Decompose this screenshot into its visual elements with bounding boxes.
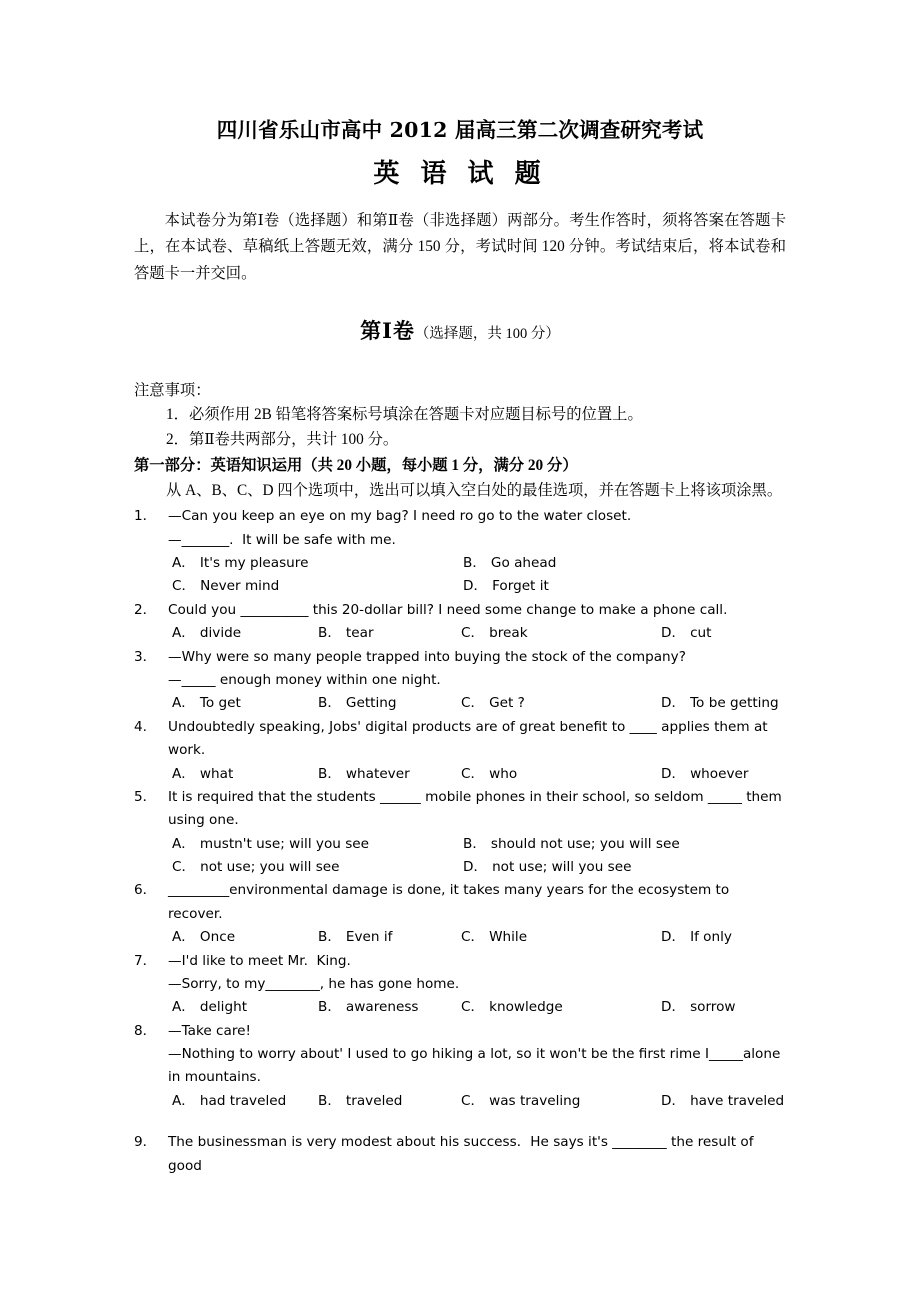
option-label: D． — [661, 929, 686, 946]
answer-option[interactable] — [461, 1090, 580, 1113]
option-text: knowledge — [489, 999, 563, 1016]
answer-option[interactable] — [318, 926, 392, 949]
option-row — [134, 996, 786, 1019]
question-text-continued: —Nothing to worry about' I used to go hiking a lot, so it won't be the first rime I_____alone — [168, 1046, 781, 1063]
answer-option[interactable] — [318, 1090, 402, 1113]
section-heading-main: 第Ⅰ卷 — [360, 318, 415, 344]
option-text: cut — [690, 625, 712, 642]
answer-option[interactable] — [661, 926, 732, 949]
option-label: B． — [318, 625, 341, 642]
question-text: —Why were so many people trapped into buying the stock of the company? — [168, 648, 686, 665]
option-text: have traveled — [690, 1092, 785, 1109]
option-label: C． — [461, 929, 485, 946]
question-text-continued: —Sorry, to my________, he has gone home. — [168, 975, 460, 992]
note-item-2: 2．第Ⅱ卷共两部分，共计 100 分。 — [166, 431, 399, 449]
option-label: D． — [661, 999, 686, 1016]
option-label: C． — [461, 1092, 485, 1109]
option-label: D． — [661, 695, 686, 712]
option-label: C． — [461, 765, 485, 782]
question-text: _________environmental damage is done, it takes many years for the ecosystem to — [168, 882, 730, 899]
option-label: B． — [463, 555, 486, 572]
question-item — [134, 646, 786, 716]
option-label: A． — [172, 929, 195, 946]
answer-option[interactable] — [172, 763, 233, 786]
question-text: It is required that the students ______ mobile phones in their school, so seldom _____ them — [168, 788, 782, 805]
answer-option[interactable] — [661, 996, 736, 1019]
question-item — [134, 879, 786, 949]
option-text: Even if — [345, 929, 393, 946]
answer-option[interactable] — [172, 833, 369, 856]
answer-option[interactable] — [318, 996, 419, 1019]
answer-option[interactable] — [463, 833, 680, 856]
answer-option[interactable] — [318, 622, 374, 645]
question-text-continued: —_____ enough money within one night. — [168, 672, 441, 689]
option-text: If only — [690, 929, 732, 946]
answer-option[interactable] — [172, 622, 241, 645]
option-label: A． — [172, 555, 195, 572]
section-heading-note: （选择题，共 100 分） — [414, 326, 560, 343]
option-row — [134, 552, 786, 575]
question-number: 1． — [134, 508, 157, 525]
option-text: Go ahead — [490, 555, 557, 572]
option-row — [134, 926, 786, 949]
answer-option[interactable] — [461, 622, 528, 645]
option-row — [134, 1090, 786, 1113]
option-row — [134, 575, 786, 598]
option-label: C． — [461, 999, 485, 1016]
section-heading — [134, 317, 786, 345]
option-text: awareness — [345, 999, 419, 1016]
option-text: whoever — [690, 765, 749, 782]
option-label: D． — [661, 765, 686, 782]
option-text: not use; will you see — [492, 859, 632, 876]
option-label: D． — [661, 1092, 686, 1109]
option-text: break — [489, 625, 528, 642]
option-label: B． — [318, 695, 341, 712]
option-label: B． — [318, 999, 341, 1016]
exam-instructions: 本试卷分为第Ⅰ卷（选择题）和第Ⅱ卷（非选择题）两部分。考生作答时，须将答案在答题卡上，在本试卷、草稿纸上答题无效，满分 150 分，考试时间 120 分钟。考试结束后，将本试卷和答题卡一并交回。 — [134, 212, 786, 282]
option-label: C． — [172, 859, 196, 876]
option-label: A． — [172, 695, 195, 712]
option-label: A． — [172, 625, 195, 642]
option-text: not use; you will see — [200, 859, 340, 876]
option-row — [134, 763, 786, 786]
question-number: 9． — [134, 1134, 157, 1151]
question-text: Could you __________ this 20-dollar bill? I need some change to make a phone call. — [168, 601, 728, 618]
question-list — [134, 505, 786, 1178]
option-text: It's my pleasure — [199, 555, 309, 572]
question-text-continued: —_______. It will be safe with me. — [168, 531, 396, 548]
option-label: A． — [172, 999, 195, 1016]
note-item-1: 1．必须作用 2B 铅笔将答案标号填涂在答题卡对应题目标号的位置上。 — [166, 406, 643, 424]
option-label: D． — [463, 578, 488, 595]
option-row — [134, 856, 786, 879]
option-label: D． — [463, 859, 488, 876]
question-number: 5． — [134, 788, 157, 805]
answer-option[interactable] — [172, 926, 235, 949]
option-text: To get — [199, 695, 241, 712]
part-one-heading: 第一部分：英语知识运用（共 20 小题，每小题 1 分，满分 20 分） — [134, 456, 578, 474]
question-item — [134, 505, 786, 599]
option-text: whatever — [345, 765, 410, 782]
answer-option[interactable] — [172, 996, 247, 1019]
option-text: While — [489, 929, 528, 946]
question-number: 8． — [134, 1022, 157, 1039]
answer-option[interactable] — [661, 1090, 784, 1113]
option-text: mustn't use; will you see — [199, 835, 370, 852]
question-item — [134, 950, 786, 1020]
answer-option[interactable] — [461, 996, 563, 1019]
option-text: tear — [345, 625, 374, 642]
notes-title: 注意事项： — [134, 381, 211, 399]
option-text: Never mind — [200, 578, 280, 595]
answer-option[interactable] — [318, 763, 410, 786]
question-item — [134, 1020, 786, 1114]
answer-option[interactable] — [172, 575, 279, 598]
question-text: —Take care! — [168, 1022, 251, 1039]
question-text-continued: using one. — [168, 812, 239, 829]
answer-option[interactable] — [318, 692, 397, 715]
option-label: D． — [661, 625, 686, 642]
answer-option[interactable] — [461, 763, 517, 786]
answer-option[interactable] — [661, 692, 779, 715]
answer-option[interactable] — [172, 692, 241, 715]
answer-option[interactable] — [461, 692, 525, 715]
question-number: 4. — [134, 718, 147, 735]
question-item — [134, 599, 786, 646]
option-text: sorrow — [690, 999, 736, 1016]
question-text: —I'd like to meet Mr. King. — [168, 952, 351, 969]
question-item — [134, 1113, 786, 1178]
option-label: A． — [172, 835, 195, 852]
answer-option[interactable] — [463, 552, 556, 575]
question-item — [134, 716, 786, 786]
option-label: B． — [318, 1092, 341, 1109]
option-row — [134, 692, 786, 715]
answer-option[interactable] — [172, 552, 308, 575]
question-text: —Can you keep an eye on my bag? I need ro go to the water closet. — [168, 508, 632, 525]
option-text: who — [489, 765, 518, 782]
option-text: Forget it — [492, 578, 549, 595]
option-label: C． — [461, 695, 485, 712]
option-text: had traveled — [199, 1092, 287, 1109]
option-row — [134, 833, 786, 856]
answer-option[interactable] — [172, 856, 340, 879]
question-text: The businessman is very modest about his success．He says it's ________ the result of good — [168, 1134, 758, 1174]
answer-option[interactable] — [461, 926, 527, 949]
option-label: B． — [318, 929, 341, 946]
option-text: delight — [199, 999, 248, 1016]
option-text: Once — [199, 929, 236, 946]
question-number: 6． — [134, 882, 157, 899]
spacer — [134, 1113, 786, 1131]
question-text-continued: recover. — [168, 905, 223, 922]
question-item — [134, 786, 786, 880]
page-title: 四川省乐山市高中 2012 届高三第二次调查研究考试 — [216, 118, 704, 142]
option-text: was traveling — [489, 1092, 581, 1109]
answer-option[interactable] — [463, 575, 549, 598]
question-number: 7． — [134, 952, 157, 969]
option-label: A． — [172, 1092, 195, 1109]
question-number: 2． — [134, 601, 157, 618]
page-content — [134, 0, 786, 1178]
option-label: A． — [172, 765, 195, 782]
question-text: Undoubtedly speaking, Jobs' digital products are of great benefit to ____ applies them at work. — [168, 718, 772, 759]
option-label: B． — [463, 835, 486, 852]
option-text: divide — [199, 625, 242, 642]
option-label: C． — [461, 625, 485, 642]
option-text: should not use; you will see — [490, 835, 680, 852]
question-text-continued: in mountains. — [168, 1069, 261, 1086]
option-text: Get ? — [489, 695, 525, 712]
option-text: traveled — [345, 1092, 403, 1109]
option-text: what — [199, 765, 234, 782]
option-text: Getting — [345, 695, 397, 712]
option-row — [134, 622, 786, 645]
option-label: B． — [318, 765, 341, 782]
page-subtitle: 英 语 试 题 — [373, 158, 547, 189]
answer-option[interactable] — [463, 856, 632, 879]
option-text: To be getting — [690, 695, 779, 712]
answer-option[interactable] — [661, 763, 748, 786]
part-one-directions: 从 A、B、C、D 四个选项中，选出可以填入空白处的最佳选项，并在答题卡上将该项涂黑。 — [166, 481, 783, 499]
answer-option[interactable] — [661, 622, 711, 645]
question-number: 3． — [134, 648, 157, 665]
answer-option[interactable] — [172, 1090, 286, 1113]
option-label: C． — [172, 578, 196, 595]
